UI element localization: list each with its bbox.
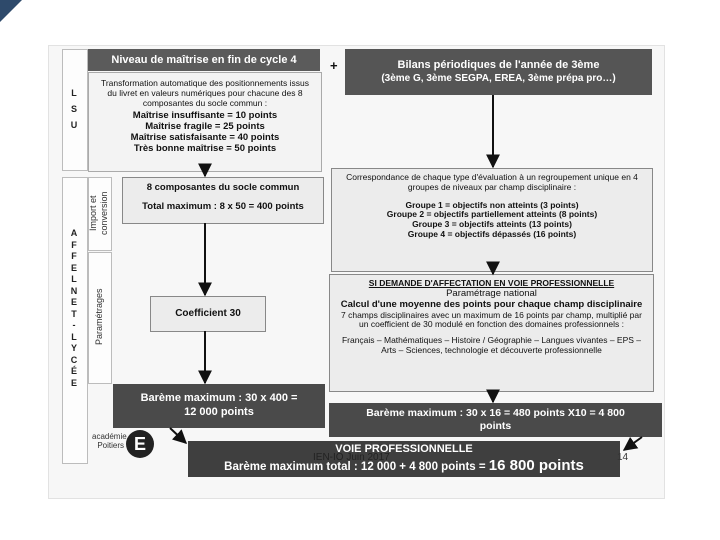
bareme-right-box [329,403,662,437]
affelnet-letter: - [72,320,76,330]
bilans-line1: Bilans périodiques de l'année de 3ème [397,58,600,71]
affelnet-letter: A [70,228,78,238]
affelnet-letter: Y [70,343,77,353]
lsu-letters [62,88,86,130]
final-big: 16 800 points [488,456,584,474]
affelnet-letter: E [70,297,77,307]
bareme-right-line2: points [479,420,512,432]
coefficient-label: Coefficient 30 [175,308,241,320]
groupe-item: Groupe 1 = objectifs non atteints (3 points) [405,199,579,210]
affelnet-letter: T [71,308,77,319]
import-label: Import et conversion [88,191,109,235]
bilans-line2: (3ème G, 3ème SEGPA, EREA, 3ème prépa pro…) [381,72,616,84]
final-line [188,457,620,476]
affelnet-letter: E [70,377,77,388]
academie-logo [92,430,162,466]
lsu-letter: L [71,88,77,98]
socle-title: 8 composantes du socle commun [146,182,300,193]
bareme-left-box [113,384,325,428]
socle-box [122,177,324,224]
demande-param: Paramétrage national [446,287,537,299]
niveau-level: Maîtrise fragile = 25 points [145,121,265,133]
logo-line1: académie [92,432,127,441]
lsu-letter: U [70,120,78,130]
groupes-box [331,168,653,272]
lsu-letter: S [70,104,77,114]
groupe-item: Groupe 2 = objectifs partiellement atteints (8 points) [386,209,598,220]
groupe-item: Groupe 3 = objectifs atteints (13 points) [412,219,572,230]
bareme-left-line2: 12 000 points [184,406,254,418]
affelnet-letter: L [71,274,77,284]
affelnet-letter: F [71,239,77,250]
bilans-box [345,49,652,95]
niveau-level: Maîtrise satisfaisante = 40 points [130,132,280,144]
affelnet-letter: F [71,251,77,261]
socle-total: Total maximum : 8 x 50 = 400 points [142,200,304,212]
logo-emblem [126,430,154,458]
demande-box [329,274,654,392]
niveau-level: Maîtrise insuffisante = 10 points [132,110,278,122]
affelnet-letter: E [70,262,77,273]
footer-source: IEN-IO Juin 2017 [313,452,390,463]
demande-title: SI DEMANDE D'AFFECTATION EN VOIE PROFESSIONNELLE [368,278,615,288]
final-box [188,441,620,477]
logo-line2: Poitiers [97,441,124,450]
affelnet-letter: L [71,331,77,342]
groupe-item: Groupe 4 = objectifs dépassés (16 points) [407,228,577,239]
niveau-intro: Transformation automatique des positionnements issus du livret en valeurs numériques pour chacune des 8 composantes du socle commun : [100,78,310,108]
groupes-intro: Correspondance de chaque type d'évaluation à un regroupement unique en 4 groupes de niveaux par champ disciplinaire : [346,172,638,192]
bareme-left-line1: Barème maximum : 30 x 400 = [140,392,298,405]
logo-letter: E [133,433,146,454]
final-prefix: Barème maximum total : 12 000 + 4 800 points = [224,460,489,473]
plus-sign: + [330,58,338,73]
parametrages-label: Paramétrages [94,288,104,346]
final-title: VOIE PROFESSIONNELLE [335,442,473,455]
bareme-right-line1: Barème maximum : 30 x 16 = 480 points X10 = 4 800 [366,406,625,419]
affelnet-letter: É [70,366,77,376]
niveau-level: Très bonne maîtrise = 50 points [133,143,277,155]
niveau-header: Niveau de maîtrise en fin de cycle 4 [88,49,320,71]
coefficient-box [150,296,266,332]
affelnet-letters [62,228,86,388]
footer-page: 14 [617,452,629,463]
slide-corner-decoration [0,0,22,22]
demande-champs: Français – Mathématiques – Histoire / Géographie – Langues vivantes – EPS – Arts – Sciences, technologie et découverte professionnelle [341,335,642,355]
affelnet-letter: C [70,354,78,365]
affelnet-letter: N [70,285,78,296]
demande-desc: 7 champs disciplinaires avec un maximum de 16 points par champ, multiplié par un coefficient de 30 modulé en fonction des domaines professionnels : [341,309,642,330]
demande-calc: Calcul d'une moyenne des points pour chaque champ disciplinaire [340,298,643,310]
niveau-box [88,72,322,172]
